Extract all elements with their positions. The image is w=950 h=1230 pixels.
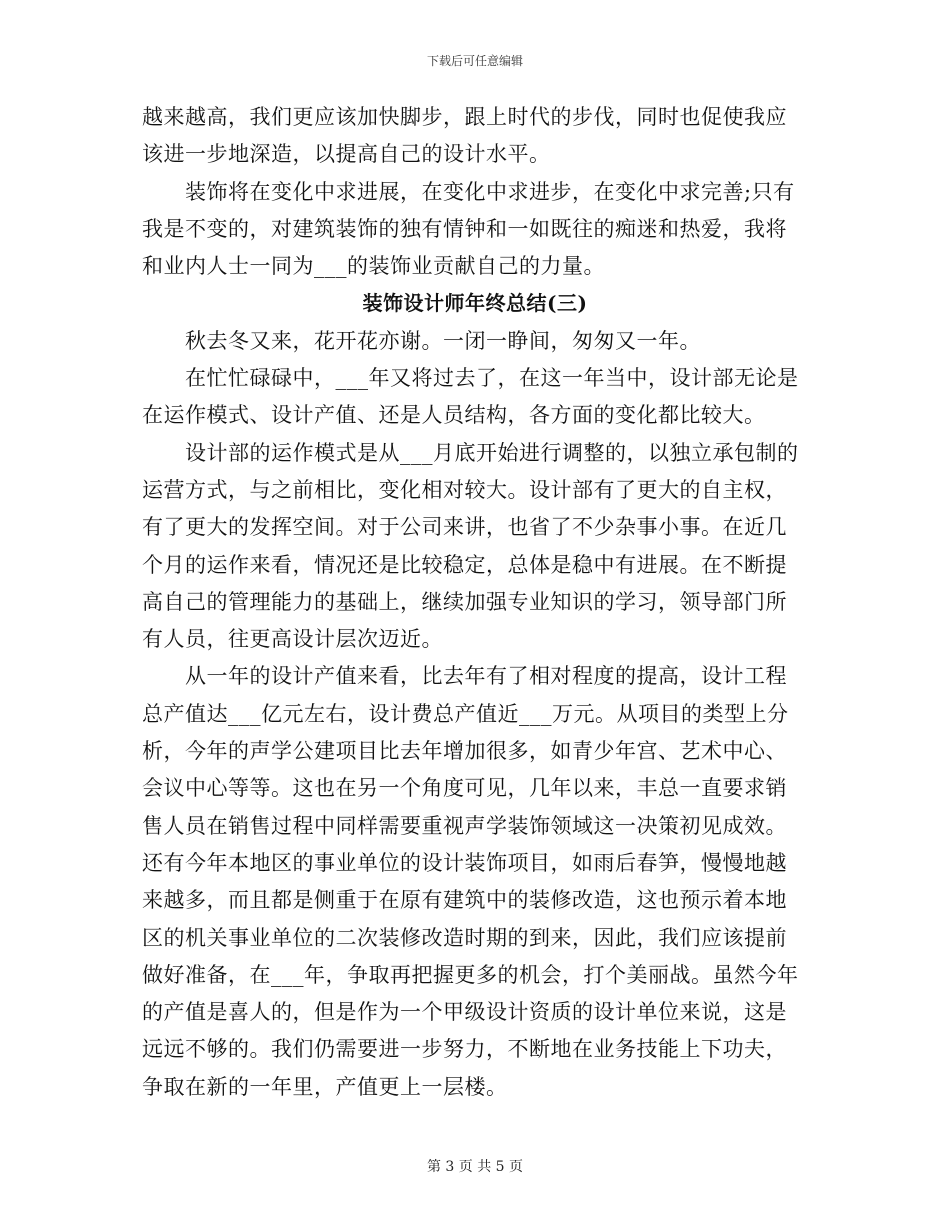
text-line: 有了更大的发挥空间。对于公司来讲，也省了不少杂事小事。在近几 — [142, 515, 787, 540]
text-line: 远远不够的。我们仍需要进一步努力，不断地在业务技能上下功夫， — [142, 1037, 787, 1062]
text-line: 在运作模式、设计产值、还是人员结构，各方面的变化都比较大。 — [142, 403, 766, 428]
text-line: 会议中心等等。这也在另一个角度可见，几年以来，丰总一直要求销 — [142, 776, 787, 801]
paragraph-start: 从一年的设计产值来看，比去年有了相对程度的提高，设计工程 — [185, 664, 787, 689]
text-line: 该进一步地深造，以提高自己的设计水平。 — [142, 142, 551, 167]
text-line: 高自己的管理能力的基础上，继续加强专业知识的学习，领导部门所 — [142, 589, 787, 614]
text-line: 和业内人士一同为___的装饰业贡献自己的力量。 — [142, 254, 605, 279]
document-body — [142, 99, 808, 1106]
text-line: 做好准备，在___年，争取再把握更多的机会，打个美丽战。虽然今年 — [142, 962, 799, 987]
paragraph-start: 秋去冬又来，花开花亦谢。一闭一睁间，匆匆又一年。 — [185, 328, 701, 353]
section-heading: 装饰设计师年终总结(三) — [362, 291, 588, 316]
text-line: 运营方式，与之前相比，变化相对较大。设计部有了更大的自主权， — [142, 477, 787, 502]
paragraph-start: 装饰将在变化中求进展，在变化中求进步，在变化中求完善;只有 — [185, 179, 795, 204]
text-line: 售人员在销售过程中同样需要重视声学装饰领域这一决策初见成效。 — [142, 813, 787, 838]
text-line: 区的机关事业单位的二次装修改造时期的到来，因此，我们应该提前 — [142, 925, 787, 950]
text-line: 越来越高，我们更应该加快脚步，跟上时代的步伐，同时也促使我应 — [142, 105, 787, 129]
text-line: 总产值达___亿元左右，设计费总产值近___万元。从项目的类型上分 — [142, 701, 789, 726]
text-line: 有人员，往更高设计层次迈近。 — [142, 627, 443, 652]
page-header-note: 下载后可任意编辑 — [426, 54, 523, 68]
page-number: 第 3 页 共 5 页 — [426, 1159, 524, 1175]
text-line: 个月的运作来看，情况还是比较稳定，总体是稳中有进展。在不断提 — [142, 552, 787, 577]
text-line: 来越多，而且都是侧重于在原有建筑中的装修改造，这也预示着本地 — [142, 888, 787, 913]
text-line: 争取在新的一年里，产值更上一层楼。 — [142, 1074, 508, 1099]
paragraph-start: 设计部的运作模式是从___月底开始进行调整的，以独立承包制的 — [185, 440, 799, 465]
text-line: 我是不变的，对建筑装饰的独有情钟和一如既往的痴迷和热爱，我将 — [142, 216, 787, 241]
text-line: 还有今年本地区的事业单位的设计装饰项目，如雨后春笋，慢慢地越 — [142, 850, 787, 875]
paragraph-start: 在忙忙碌碌中，___年又将过去了，在这一年当中，设计部无论是 — [185, 366, 799, 391]
text-line: 析，今年的声学公建项目比去年增加很多，如青少年宫、艺术中心、 — [142, 739, 787, 764]
text-line: 的产值是喜人的，但是作为一个甲级设计资质的设计单位来说，这是 — [142, 1000, 787, 1025]
